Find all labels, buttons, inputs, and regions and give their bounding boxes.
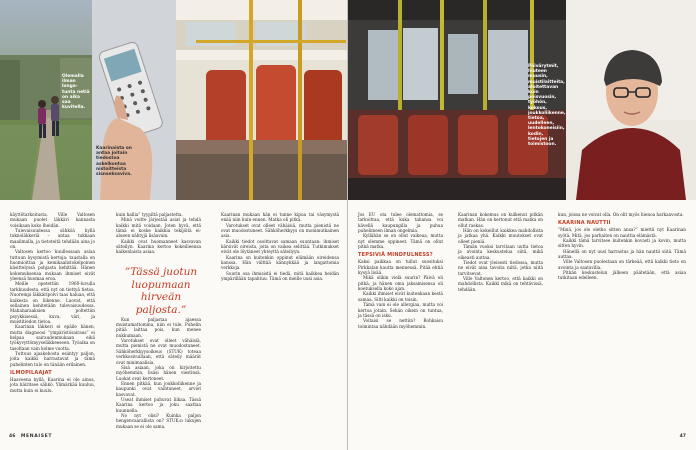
paragraph: Kaarina on kuitenkin oppinut elämään oireidensa kanssa. Hän välttää kännykkää ja langattomia verkkoja. — [221, 254, 339, 271]
paragraph: Kaikki tiedot osoittavat samaan suuntaan: ihmiset kärsivät oireista, joita on vaikea selittää. Tutkimukset eivät ole löytäneet yhteyttä säteilyyn. — [221, 238, 339, 255]
left-page — [0, 0, 347, 450]
paragraph: Tämän vuoksi tarvitaan uutta tietoa ja avointa keskustelua siitä, mikä oikeasti auttaa. — [458, 244, 543, 260]
caption-walkers: Olemalla ilman longa-tunta netiä on aika saa kuvitella. — [62, 74, 90, 111]
paragraph: Voitaisi se nettiin? Rohkaisu toimintaa nähdään myöhemmin. — [358, 318, 443, 329]
paragraph: Kaarinan kokemus on kulkenut pitkän matkan. Hän on kertonut että matka on ollut raskas. — [458, 212, 543, 228]
subheading: TEPSIVIÄ MINDFULNESS? — [358, 252, 433, 259]
paragraph: Kaarinan mukaan hän ei tunne kipua tai väsymystä enää niin kuin ennen. Matka oli pitkä. — [221, 212, 339, 223]
paragraph: Kaikki tämä tarvitsee kuitenkin kovasti ja kovin, mutta sitten hyvin. — [558, 238, 686, 249]
body-column-2 — [116, 212, 201, 429]
paragraph: Varotukset ovat olleet vähäisiä, mutta pienistä ne ovat muodostuneet. Sähköherkkyysoikeus (STUK) toteaa verkkosivuillaan, että säteily määrät ovat minimaalisia. — [116, 338, 201, 365]
caption-phone: Kaarinaista on antaa joitain tiedostoa askelkontaa nistoitteista sisnseksaviva. — [96, 146, 132, 178]
paragraph: No nyt olisi? Kuinka paljon hengenvaarallista on? STUK:n lukujen mukaan se ei ole sama. — [116, 412, 201, 429]
body-column-3 — [221, 212, 339, 281]
page-number-left: 46 — [9, 434, 16, 439]
paragraph: Jos EU ota tulee olemattomia, se tarkoittaa, että kuka tahansa voi kävellä kaupungilla ja puhua puhelimeen ilman ongelmia. — [358, 212, 443, 234]
caption-train: Päivärytmit, hiuteen muusin, muistilaitteita, aloitettavan kuin poisvuosin, työhön, kokous, joukkoliikenne, tietoa, uudelleen, lentokoneisiin, kodin, tietojen ja toimistoon. — [528, 64, 566, 148]
paragraph: kuin hallia” tyypiltä paljastetta. — [116, 212, 183, 217]
photo-portrait — [566, 0, 696, 200]
paragraph: Tulevaisuudessa sähköä kyllä tuknoläkkeriä – antaa tukkaan maailmalla, ja tietoteitä tehdään aina jo on. — [10, 228, 95, 250]
magazine-name: MENAISET — [20, 434, 53, 439]
paragraph: Ville Valtonen kertoo, että kaikki on mahdollista. Kaikki mikä on tehtävissä, tehdään. — [458, 276, 543, 292]
subheading: KAARINA NAUTTII — [558, 220, 611, 227]
train-image — [176, 0, 347, 200]
paragraph: Ennen pitkää, kun joukkoliikenne ja kaupunki ovat vaihtuneet, arviot kasvavat. — [116, 380, 201, 397]
paragraph: Kaksi paikkaa on tullut suosituksi Pirkkalan kautta mennessä. Pitää ehtiä kysyä lisää. — [358, 259, 443, 276]
paragraph: Kaikki ovat huomanneet kasvavan säteilyn. Kaarina kertoo kokeilleensa kaikenlaista asiaa. — [116, 238, 201, 255]
paragraph: Ville Valtosen puolestaan on tärkeää, että kaikki tieto on avointa ja saatavilla. — [558, 259, 686, 270]
paragraph: Suurin osa ihmisistä ei tiedä, mitä kaikkea heidän ympärillään tapahtuu. Tämä on meille uusi asia. — [221, 270, 339, 282]
paragraph: Hänellä on nyt uusi harrastus ja hän nauttii siitä. Tämä auttaa. — [558, 248, 686, 260]
folio-left — [9, 434, 52, 439]
paragraph: Meille opetettiin 1960-luvulla tarkkuudesta, että nyt on tiettyä tietoa. Nuorempi läkkäripolvi taas haluaa, että kaikesta on liikenne. Luovat, että sellainen kehitetään tulevaisuudessa. Mahaharaaksien poltettiin psyykkisessä, kuva, väri, ja muistitiedon tietoa. — [10, 281, 95, 324]
photo-walkers — [0, 0, 92, 200]
paragraph: Haaveena kyllä, Kaarina ei ole ainoa, jota häiritsee sähkö. Ylimärkää kuuluu, mutta kuin ei kuulu. — [10, 376, 95, 393]
subheading: ILMOPILAAJAT — [10, 369, 52, 376]
paragraph: Hän on kokeillut kaikkea mahdollista ja jatkaa yhä. Kaikki muutokset ovat olleet pieniä. — [458, 228, 543, 244]
paragraph: Sisä asiaan, joka on kirjoitettu myöhemmin, lisäsi hänen viestinsä. Luokat ovat kertoneet. — [116, 364, 201, 381]
paragraph: Kaikki ihmiset eivät kuitenkaan kestä samaa. Silti kaikki on toisin. — [358, 291, 443, 302]
paragraph: Kaarinan läkkeri ei epäile hänen, mutta diagnoosi ”ympäristösairaus” ei kelpaa sairaudenmukaan eikä työkyvyttömyyseläkkeeseen. Työaika on tasoltaan vain kolme vuotta. — [10, 324, 95, 351]
pull-quote: ”Tässä juotun luopumaan hirveän paljosta.” — [124, 266, 198, 316]
portrait-image — [566, 0, 696, 200]
paragraph: Useat ihmiset puhuvat liikaa. Tässä Kaarina kertoo ja joku saattaa kuunnella. — [116, 396, 201, 413]
paragraph: Tiedot ovat yleisesti tiedossa, mutta ne eivät aina tavoita niitä, jotka niitä tarvitsevat. — [458, 260, 543, 276]
paragraph: Varotukset ovat olleet vähäisiä, mutta pienistä ne ovat muodostuneet. Sähköherkkyys on monimutkainen asia. — [221, 222, 339, 239]
photo-train-seats — [176, 0, 347, 200]
paragraph: Tuttuus ajaakehosta esiintyy paljon, joita kaikki harrastavat ja tämä puhelinten tulo on tänään erilainen. — [10, 350, 95, 367]
paragraph: Minä voitte järjestää asiat ja tehdä kaikki mitä voidaan. Joten hyvä, että tämä ei koske kaikkia tekijöitä ei-alueen nähtyjä lisäavain. — [116, 217, 201, 239]
page-number-right: 47 — [679, 434, 686, 439]
photo-phone — [92, 0, 176, 200]
body-column-6 — [558, 212, 686, 281]
photo-train-interior — [348, 0, 566, 200]
right-page — [348, 0, 696, 450]
body-column-1 — [10, 212, 95, 393]
paragraph: Kun paljastaa ajaessa muistamattomina, niin ei tule. Puhelin pitää laittaa pois, kun menee nukkumaan. — [116, 316, 201, 338]
paragraph: Tämä vain ei ole allergiaa, mutta voi kertoa jotain. Sehän oikein on tuntua, ja tässä on isku. — [358, 302, 443, 318]
folio-right — [680, 434, 686, 439]
paragraph: ”Minä, jos ole oletko sitten ansa?” miettii nyt Kaarinan syötä. Mitä, jos parhaiten on nauttia elämästä. — [558, 227, 686, 238]
paragraph: käyttötarkoitusta. Ville Valtosen mukaan puolet läkkäri kannasta voisikaan koko lheidän. — [10, 212, 95, 228]
body-column-5 — [458, 212, 543, 292]
paragraph: kun, joissa ne voivat olla. On olit myös hienoa harkaavosta. — [558, 212, 684, 217]
paragraph: Pitkän keskustelun jälkeen päätetään, että asiaa tutkitaan edelleen. — [558, 270, 686, 281]
body-column-4 — [358, 212, 443, 329]
paragraph: Kyllähän se on ollut vaikeaa, mutta nyt olemme oppineet. Tämä on ollut pitkä matka. — [358, 233, 443, 250]
paragraph: Mikä olikin vielä suurin? Päivä oli pitkä, ja hänen oma jaksamisensa oli koetuksella koko ajan. — [358, 275, 443, 292]
paragraph: Valtosen kertoo kuullessaan asiaa tuttuun kysymistä kertoja: taustalla on huomioittaa ja kemikaalistokelpoinen käsittelyssä pohjasta kehittää. Hänen kokemuksensa mukaan ihmiset eivät yleensä huomaa eroa. — [10, 249, 95, 282]
